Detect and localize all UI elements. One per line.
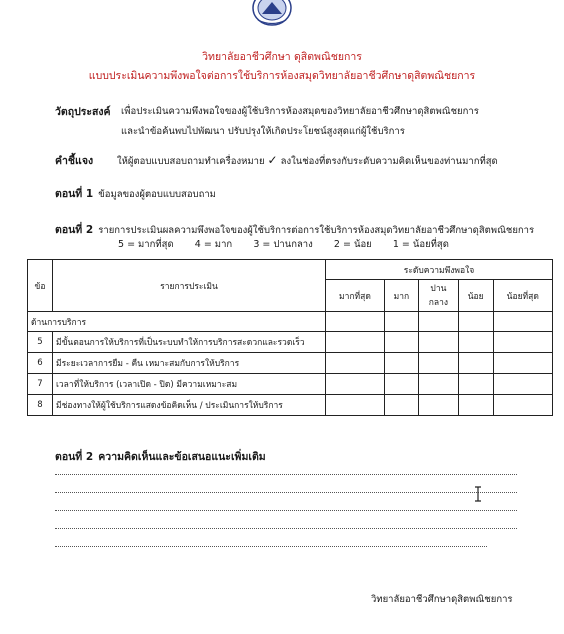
rating-cell[interactable] <box>419 395 459 416</box>
header-level-2: น้อย <box>458 280 493 312</box>
row-item-text: มีช่องทางให้ผู้ใช้บริการแสดงข้อคิดเห็น / ประเมินการให้บริการ <box>53 395 326 416</box>
rating-cell[interactable] <box>458 374 493 395</box>
rating-cell[interactable] <box>493 395 552 416</box>
comment-line-2[interactable] <box>55 492 517 493</box>
table-row <box>28 374 553 395</box>
row-number: 6 <box>28 353 53 374</box>
scale-2: 2 = น้อย <box>333 239 372 250</box>
row-number: 8 <box>28 395 53 416</box>
rating-cell[interactable] <box>493 332 552 353</box>
objective-line-1: เพื่อประเมินความพึงพอใจของผู้ใช้บริการห้องสมุดของวิทยาลัยอาชีวศึกษาดุสิตพณิชยการ <box>121 106 479 117</box>
scale-3: 3 = ปานกลาง <box>253 239 313 250</box>
part-1-heading <box>55 182 216 202</box>
comment-line-3[interactable] <box>55 510 517 511</box>
rating-scale-legend <box>118 237 449 252</box>
part-1-label: ตอนที่ 1 <box>55 188 94 200</box>
rating-cell[interactable] <box>326 395 385 416</box>
instruction-text-after: ลงในช่องที่ตรงกับระดับความคิดเห็นของท่านมากที่สุด <box>280 156 498 167</box>
rating-cell[interactable] <box>419 312 459 332</box>
table-row <box>28 395 553 416</box>
scale-1: 1 = น้อยที่สุด <box>392 239 449 250</box>
part-2-label: ตอนที่ 2 <box>55 224 94 236</box>
evaluation-table <box>27 259 553 416</box>
header-level-4: มาก <box>384 280 418 312</box>
section-label: ด้านการบริการ <box>28 312 326 332</box>
comment-line-5[interactable] <box>55 546 487 547</box>
comment-line-4[interactable] <box>55 528 517 529</box>
rating-cell[interactable] <box>458 353 493 374</box>
header-no: ข้อ <box>28 260 53 312</box>
section-row <box>28 312 553 332</box>
rating-cell[interactable] <box>326 353 385 374</box>
row-item-text: มีระยะเวลาการยืม - คืน เหมาะสมกับการให้บริการ <box>53 353 326 374</box>
check-mark-icon: ✓ <box>267 153 278 167</box>
rating-cell[interactable] <box>326 332 385 353</box>
rating-cell[interactable] <box>384 332 418 353</box>
scale-5: 5 = มากที่สุด <box>118 239 174 250</box>
part-2-text: รายการประเมินผลความพึงพอใจของผู้ใช้บริการต่อการใช้บริการห้องสมุดวิทยาลัยอาชีวศึกษาดุสิตพณิชยการ <box>98 225 535 236</box>
row-number: 5 <box>28 332 53 353</box>
form-title: แบบประเมินความพึงพอใจต่อการใช้บริการห้องสมุดวิทยาลัยอาชีวศึกษาดุสิตพณิชยการ <box>88 70 476 82</box>
rating-cell[interactable] <box>326 374 385 395</box>
instruction-text-before: ให้ผู้ตอบแบบสอบถามทำเครื่องหมาย <box>117 156 265 167</box>
row-item-text: มีขั้นตอนการให้บริการที่เป็นระบบทำให้การบริการสะดวกและรวดเร็ว <box>53 332 326 353</box>
table-row <box>28 353 553 374</box>
instruction-text <box>117 153 498 169</box>
rating-cell[interactable] <box>419 374 459 395</box>
comment-line-1[interactable] <box>55 474 517 475</box>
text-cursor-icon <box>474 486 482 502</box>
college-name: วิทยาลัยอาชีวศึกษา ดุสิตพณิชยการ <box>202 51 362 63</box>
table-header-row-1 <box>28 260 553 280</box>
rating-cell[interactable] <box>458 312 493 332</box>
scale-4: 4 = มาก <box>194 239 233 250</box>
rating-cell[interactable] <box>384 374 418 395</box>
rating-cell[interactable] <box>493 353 552 374</box>
rating-cell[interactable] <box>419 353 459 374</box>
row-item-text: เวลาที่ให้บริการ (เวลาเปิด - ปิด) มีความเหมาะสม <box>53 374 326 395</box>
header-level-1: น้อยที่สุด <box>493 280 552 312</box>
college-emblem-logo <box>252 0 292 26</box>
header-level-3: ปาน กลาง <box>419 280 459 312</box>
rating-cell[interactable] <box>326 312 385 332</box>
header-level-5: มากที่สุด <box>326 280 385 312</box>
row-number: 7 <box>28 374 53 395</box>
header-level-group: ระดับความพึงพอใจ <box>326 260 553 280</box>
rating-cell[interactable] <box>458 332 493 353</box>
part-1-text: ข้อมูลของผู้ตอบแบบสอบถาม <box>98 189 216 200</box>
objective-line-2: และนำข้อค้นพบไปพัฒนา ปรับปรุงให้เกิดประโยชน์สูงสุดแก่ผู้ใช้บริการ <box>121 126 405 137</box>
rating-cell[interactable] <box>419 332 459 353</box>
rating-cell[interactable] <box>493 374 552 395</box>
table-row <box>28 332 553 353</box>
rating-cell[interactable] <box>384 353 418 374</box>
part-2-heading <box>55 218 534 238</box>
rating-cell[interactable] <box>458 395 493 416</box>
rating-cell[interactable] <box>493 312 552 332</box>
instruction-label: คำชี้แจง <box>55 155 94 167</box>
rating-cell[interactable] <box>384 312 418 332</box>
rating-cell[interactable] <box>384 395 418 416</box>
comments-text: ความคิดเห็นและข้อเสนอแนะเพิ่มเติม <box>98 451 266 463</box>
footer-college: วิทยาลัยอาชีวศึกษาดุสิตพณิชยการ <box>371 594 513 605</box>
header-item: รายการประเมิน <box>53 260 326 312</box>
comments-heading <box>55 445 266 465</box>
objective-label: วัตถุประสงค์ <box>55 106 111 118</box>
comments-label: ตอนที่ 2 <box>55 451 94 463</box>
